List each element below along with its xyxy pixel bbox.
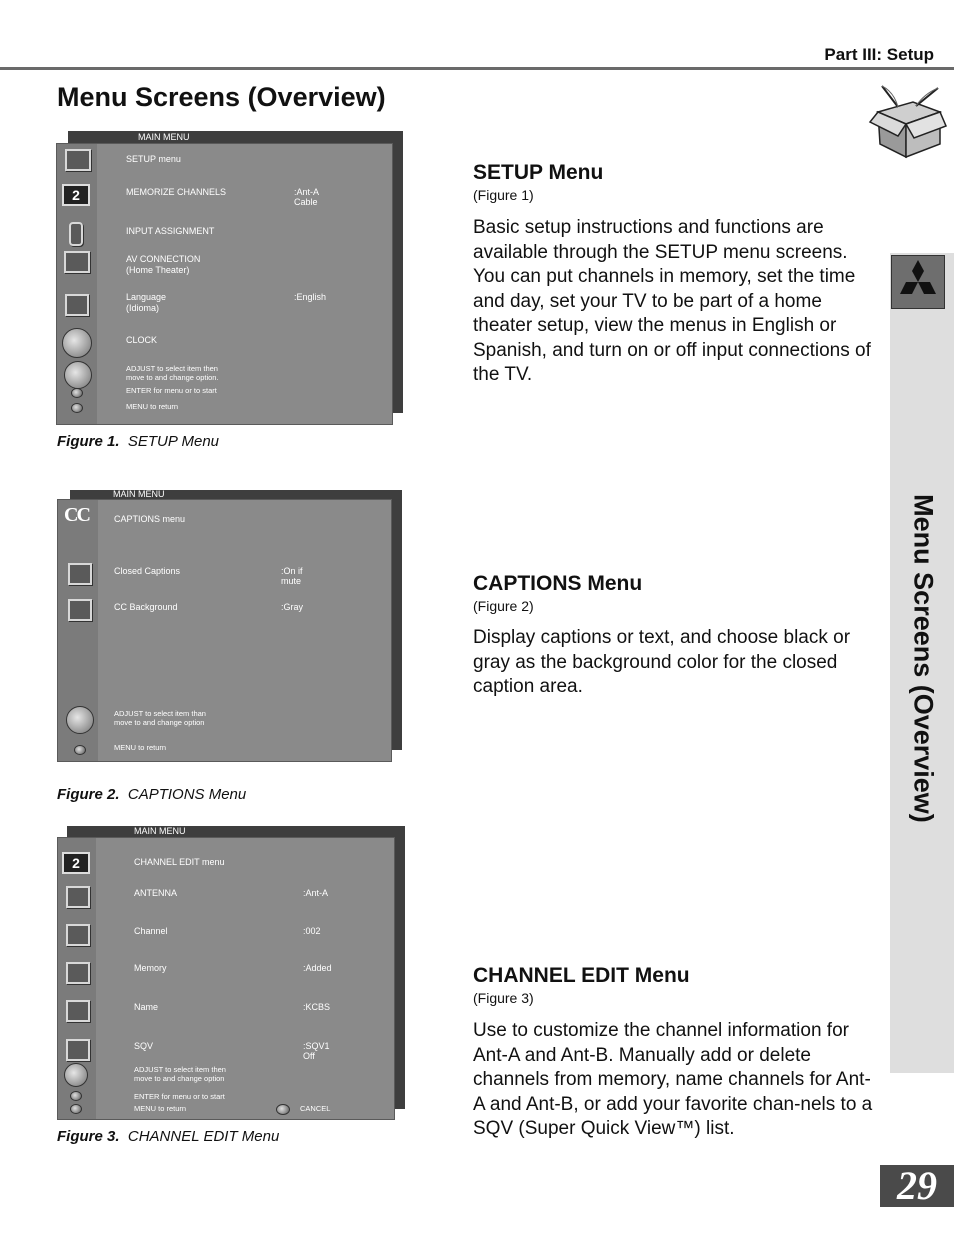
channel-number-icon: 2 — [62, 852, 90, 874]
menu-value: :Ant-A — [303, 888, 329, 898]
menu-value: :Added — [303, 963, 332, 973]
menu-value: :KCBS — [303, 1002, 331, 1012]
language-icon — [65, 294, 89, 316]
menu-button-icon — [70, 1104, 82, 1114]
menu-item: Channel — [134, 926, 168, 936]
menu-button-icon — [71, 403, 83, 413]
av-connection-icon — [64, 251, 90, 273]
menu-hint: MENU to return — [134, 1104, 187, 1113]
menu-value: :002 — [303, 926, 321, 936]
figure-label: Figure 2. — [57, 786, 120, 803]
closed-caption-icon: CC — [64, 504, 89, 526]
brand-logo-icon — [891, 255, 945, 309]
menu-item: Closed Captions — [114, 566, 181, 576]
channel-number-icon: 2 — [62, 184, 90, 206]
menu-item: AV CONNECTION (Home Theater) — [126, 254, 201, 275]
menu-item: CHANNEL EDIT menu — [134, 857, 225, 867]
figure-label: Figure 3. — [57, 1128, 120, 1145]
menu-hint: ADJUST to select item than move to and change option — [114, 709, 206, 727]
menu-item: Memory — [134, 963, 167, 973]
menu-item: CLOCK — [126, 335, 158, 345]
open-box-icon — [868, 82, 948, 162]
header-rule — [0, 67, 954, 70]
cancel-label: CANCEL — [300, 1104, 331, 1113]
part-label: Part III: Setup — [824, 45, 934, 64]
adjust-dial-icon — [64, 1063, 88, 1087]
figure1-caption — [57, 433, 219, 450]
menu-hint: ENTER for menu or to start — [126, 386, 217, 395]
checkbox-icon — [66, 962, 90, 984]
menu-value: :SQV1 Off — [303, 1041, 330, 1061]
menu-hint: MENU to return — [126, 402, 179, 411]
menu-value: :Ant-A Cable — [294, 187, 320, 207]
menu-hint: ADJUST to select item then move to and change option. — [126, 364, 219, 382]
checkbox-icon — [66, 886, 90, 908]
menu-item: Name — [134, 1002, 159, 1012]
figure3-main-menu-title: MAIN MENU — [134, 826, 186, 836]
figure-label: Figure 1. — [57, 433, 120, 450]
figure3-caption — [57, 1128, 279, 1145]
input-arrows-icon — [69, 222, 83, 246]
menu-hint: MENU to return — [114, 743, 167, 752]
setup-body: Basic setup instructions and functions are available through the SETUP menu screens. You can put channels in memory, set the time and day, set your TV to be part of a home theater setup, view the menus in English or Spanish, and turn on or off input connections of the TV. — [473, 217, 871, 385]
menu-item: CC Background — [114, 602, 178, 612]
adjust-dial-icon — [64, 361, 92, 389]
menu-item: INPUT ASSIGNMENT — [126, 226, 215, 236]
side-tab-text: Menu Screens (Overview) — [908, 494, 939, 823]
menu-item: SQV — [134, 1041, 154, 1051]
menu-value: :On if mute — [281, 566, 303, 586]
menu-button-icon — [74, 745, 86, 755]
side-tab — [890, 253, 954, 1073]
menu-item: ANTENNA — [134, 888, 178, 898]
menu-value: :Gray — [281, 602, 304, 612]
menu-item: CAPTIONS menu — [114, 514, 186, 524]
channel-edit-body: Use to customize the channel information for Ant-A and Ant-B. Manually add or delete channels from memory, name channels for Ant-A and Ant-B, or add your favorite chan-nels to a SQV (Super Quick View™) list. — [473, 1020, 873, 1139]
menu-hint: ENTER for menu or to start — [134, 1092, 225, 1101]
tv-icon — [65, 149, 91, 171]
page-title: Menu Screens (Overview) — [57, 82, 386, 112]
channel-edit-figure-ref: (Figure 3) — [473, 990, 534, 1006]
enter-button-icon — [70, 1091, 82, 1101]
checkbox-icon — [66, 1039, 90, 1061]
page-number: 29 — [880, 1165, 954, 1207]
figure1-main-menu-title: MAIN MENU — [138, 132, 190, 142]
figure-caption-text: CAPTIONS Menu — [127, 786, 247, 803]
menu-item: SETUP menu — [126, 154, 181, 164]
cancel-button-icon — [276, 1104, 290, 1115]
setup-heading: SETUP Menu — [473, 161, 604, 184]
checkbox-icon — [66, 1000, 90, 1022]
captions-body: Display captions or text, and choose black or gray as the background color for the closed caption area. — [473, 627, 851, 697]
figure-caption-text: CHANNEL EDIT Menu — [127, 1128, 280, 1145]
channel-edit-heading: CHANNEL EDIT Menu — [473, 964, 690, 987]
figure1-screen — [56, 143, 393, 425]
setup-figure-ref: (Figure 1) — [473, 187, 534, 203]
menu-item: Language (Idioma) — [126, 292, 167, 313]
figure-caption-text: SETUP Menu — [127, 433, 220, 450]
figure2-caption — [57, 786, 246, 803]
menu-value: :English — [294, 292, 327, 302]
figure3-screen — [57, 837, 395, 1120]
figure2-screen — [57, 499, 392, 762]
menu-item: MEMORIZE CHANNELS — [126, 187, 227, 197]
figure2-main-menu-title: MAIN MENU — [113, 489, 165, 499]
clock-icon — [62, 328, 92, 358]
checkbox-icon — [66, 924, 90, 946]
captions-figure-ref: (Figure 2) — [473, 598, 534, 614]
enter-button-icon — [71, 388, 83, 398]
menu-hint: ADJUST to select item then move to and change option — [134, 1065, 226, 1083]
adjust-dial-icon — [66, 706, 94, 734]
captions-heading: CAPTIONS Menu — [473, 572, 643, 595]
checkbox-icon — [68, 599, 92, 621]
checkbox-icon — [68, 563, 92, 585]
